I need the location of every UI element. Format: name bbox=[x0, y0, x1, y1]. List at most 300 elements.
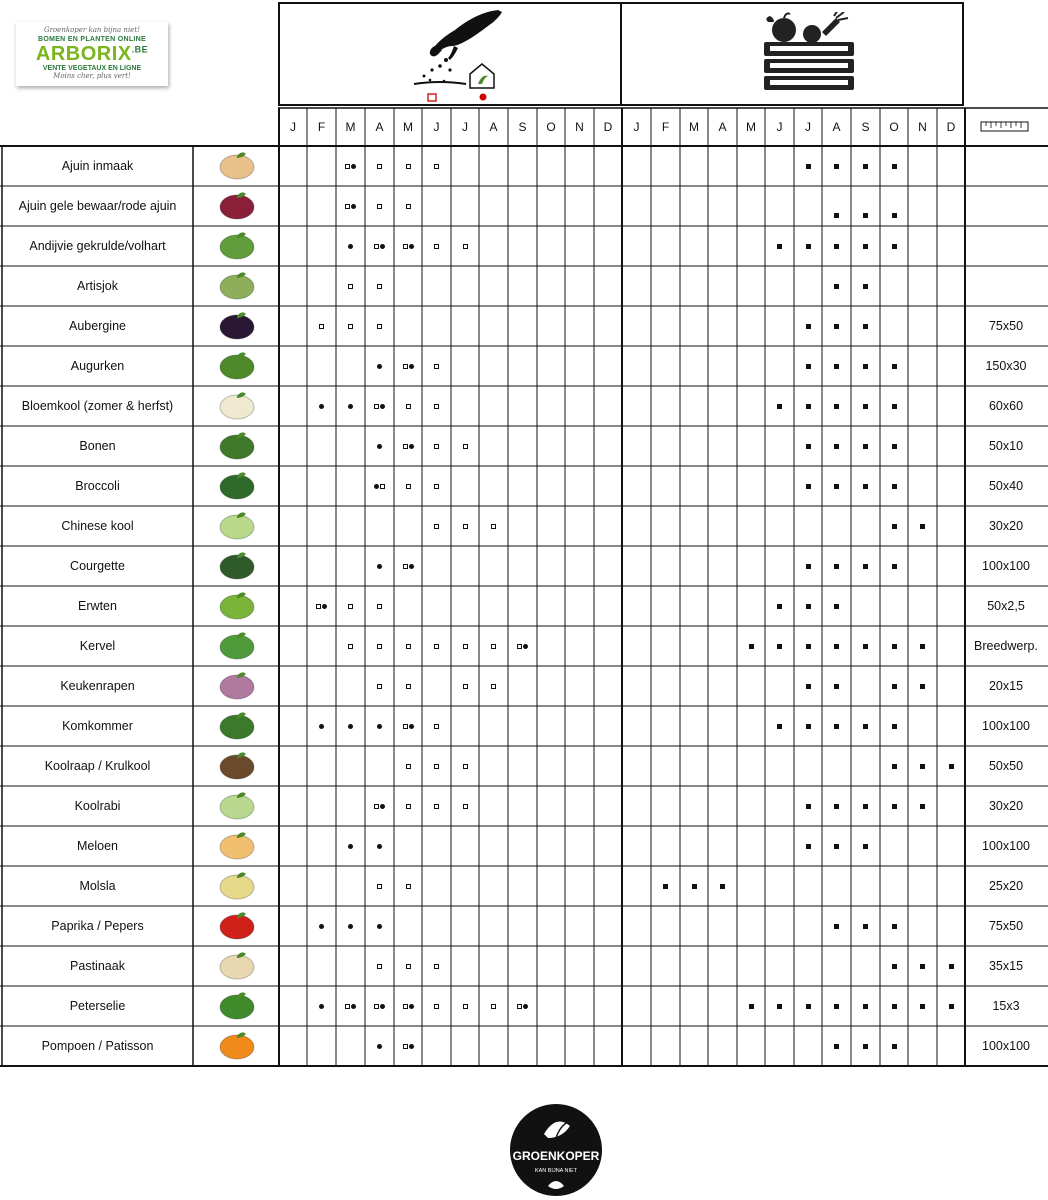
sow-outdoor-marker bbox=[377, 724, 382, 729]
harvest-square bbox=[863, 364, 868, 369]
harvest-marker bbox=[851, 226, 879, 266]
chervil-icon bbox=[212, 630, 262, 662]
sow-outdoor-marker bbox=[348, 924, 353, 929]
harvest-square bbox=[892, 804, 897, 809]
sow-indoor-marker bbox=[434, 364, 439, 369]
sow-marker bbox=[365, 906, 393, 946]
broccoli-icon bbox=[212, 470, 262, 502]
harvest-marker bbox=[794, 786, 822, 826]
sow-indoor-marker bbox=[406, 684, 411, 689]
ruler-icon bbox=[980, 120, 1030, 134]
harvest-marker bbox=[794, 306, 822, 346]
harvest-marker bbox=[880, 186, 908, 218]
sow-indoor-marker bbox=[348, 644, 353, 649]
harvest-marker bbox=[851, 826, 879, 866]
sow-indoor-marker bbox=[377, 964, 382, 969]
harvest-square bbox=[863, 644, 868, 649]
harvest-square bbox=[863, 724, 868, 729]
sow-indoor-marker bbox=[434, 724, 439, 729]
harvest-square bbox=[920, 764, 925, 769]
harvest-square bbox=[749, 1004, 754, 1009]
beans-icon bbox=[212, 430, 262, 462]
harvest-marker bbox=[880, 146, 908, 186]
sow-indoor-marker bbox=[434, 244, 439, 249]
harvest-marker bbox=[937, 746, 965, 786]
footer-logo-tagline: KAN BIJNA NIET bbox=[534, 1168, 578, 1174]
harvest-marker bbox=[822, 346, 850, 386]
sow-month-header: J bbox=[290, 120, 296, 134]
harvest-marker bbox=[822, 666, 850, 706]
spacing-value bbox=[964, 186, 1048, 226]
sow-marker bbox=[365, 946, 393, 986]
sow-marker bbox=[479, 666, 507, 706]
harvest-marker bbox=[880, 386, 908, 426]
sow-marker bbox=[394, 706, 422, 746]
harvest-square bbox=[806, 804, 811, 809]
harvest-square bbox=[863, 1004, 868, 1009]
cauliflower-icon bbox=[212, 390, 262, 422]
sow-indoor-marker bbox=[316, 604, 321, 609]
sow-marker bbox=[307, 306, 335, 346]
sow-indoor-marker bbox=[491, 1004, 496, 1009]
harvest-square bbox=[834, 404, 839, 409]
harvest-marker bbox=[794, 226, 822, 266]
sow-month-header: M bbox=[403, 120, 413, 134]
harvest-marker bbox=[937, 946, 965, 986]
sow-marker bbox=[336, 906, 364, 946]
sow-indoor-marker bbox=[463, 684, 468, 689]
kohlrabi-icon bbox=[212, 790, 262, 822]
sow-marker bbox=[336, 386, 364, 426]
spacing-value: 50x40 bbox=[988, 479, 1024, 493]
sow-month-header: S bbox=[518, 120, 527, 134]
sow-outdoor-marker bbox=[409, 724, 414, 729]
harvest-square bbox=[692, 884, 697, 889]
vegetable-name: Augurken bbox=[70, 359, 125, 373]
sow-outdoor-marker bbox=[409, 564, 414, 569]
harvest-square bbox=[949, 1004, 954, 1009]
vegetable-name: Komkommer bbox=[62, 719, 133, 733]
spacing-value: 50x10 bbox=[988, 439, 1024, 453]
sow-month-header: D bbox=[603, 120, 613, 134]
harvest-marker bbox=[880, 986, 908, 1026]
harvest-marker bbox=[822, 546, 850, 586]
harvest-marker bbox=[880, 626, 908, 666]
sow-marker bbox=[336, 626, 364, 666]
sow-marker bbox=[451, 986, 479, 1026]
vegetable-name: Andijvie gekrulde/volhart bbox=[29, 239, 166, 253]
sow-marker bbox=[394, 786, 422, 826]
harvest-marker bbox=[737, 986, 765, 1026]
harvest-marker bbox=[765, 626, 793, 666]
harvest-square bbox=[806, 1004, 811, 1009]
spacing-value: 50x2,5 bbox=[987, 599, 1025, 613]
sow-indoor-marker bbox=[374, 1004, 379, 1009]
sow-indoor-marker bbox=[377, 604, 382, 609]
sow-outdoor-marker bbox=[409, 444, 414, 449]
sow-outdoor-marker bbox=[319, 404, 324, 409]
sow-indoor-marker bbox=[374, 804, 379, 809]
harvest-square bbox=[749, 644, 754, 649]
sow-marker bbox=[365, 386, 393, 426]
harvest-marker bbox=[880, 1026, 908, 1066]
harvest-marker bbox=[937, 986, 965, 1026]
harvest-marker bbox=[880, 426, 908, 466]
chinese-cabbage-icon bbox=[212, 510, 262, 542]
sow-outdoor-marker bbox=[377, 1044, 382, 1049]
sow-marker bbox=[394, 986, 422, 1026]
sow-marker bbox=[451, 746, 479, 786]
sow-indoor-marker bbox=[348, 604, 353, 609]
sow-marker bbox=[479, 626, 507, 666]
vegetable-name: Keukenrapen bbox=[60, 679, 135, 693]
sow-indoor-marker bbox=[434, 804, 439, 809]
sow-indoor-marker bbox=[463, 444, 468, 449]
harvest-marker bbox=[794, 146, 822, 186]
sow-marker bbox=[365, 1026, 393, 1066]
harvest-marker bbox=[908, 626, 936, 666]
harvest-marker bbox=[794, 586, 822, 626]
sow-indoor-marker bbox=[406, 404, 411, 409]
sow-indoor-marker bbox=[377, 164, 382, 169]
spacing-value: 100x100 bbox=[982, 719, 1030, 733]
harvest-marker bbox=[794, 706, 822, 746]
harvest-square bbox=[806, 724, 811, 729]
harvest-square bbox=[806, 164, 811, 169]
harvest-square bbox=[949, 764, 954, 769]
sow-marker bbox=[422, 946, 450, 986]
vegetable-name: Koolraap / Krulkool bbox=[44, 759, 151, 773]
sow-marker bbox=[422, 506, 450, 546]
sow-outdoor-marker bbox=[351, 204, 356, 209]
pepper-icon bbox=[212, 910, 262, 942]
sow-indoor-marker bbox=[345, 1004, 350, 1009]
harvest-marker bbox=[822, 826, 850, 866]
harvest-marker bbox=[765, 706, 793, 746]
harvest-month-header: D bbox=[946, 120, 956, 134]
sow-marker bbox=[394, 226, 422, 266]
sow-marker bbox=[394, 386, 422, 426]
sow-marker bbox=[422, 786, 450, 826]
sow-marker bbox=[307, 906, 335, 946]
sow-marker bbox=[394, 426, 422, 466]
harvest-marker bbox=[822, 226, 850, 266]
harvest-marker bbox=[651, 866, 679, 906]
sow-marker bbox=[451, 626, 479, 666]
sow-marker bbox=[394, 146, 422, 186]
harvest-square bbox=[892, 684, 897, 689]
harvest-marker bbox=[737, 626, 765, 666]
harvest-month-header: A bbox=[718, 120, 727, 134]
sow-marker bbox=[422, 146, 450, 186]
sow-indoor-marker bbox=[463, 1004, 468, 1009]
sow-marker bbox=[508, 626, 536, 666]
sow-indoor-marker bbox=[517, 644, 522, 649]
sow-marker bbox=[365, 706, 393, 746]
harvest-square bbox=[892, 244, 897, 249]
sow-marker bbox=[394, 466, 422, 506]
harvest-marker bbox=[851, 626, 879, 666]
harvest-marker bbox=[880, 666, 908, 706]
sow-indoor-marker bbox=[463, 764, 468, 769]
sow-indoor-marker bbox=[517, 1004, 522, 1009]
sow-outdoor-marker bbox=[377, 364, 382, 369]
harvest-square bbox=[834, 924, 839, 929]
sow-indoor-marker bbox=[406, 644, 411, 649]
vegetable-name: Broccoli bbox=[75, 479, 120, 493]
sow-marker bbox=[365, 266, 393, 306]
logo-line-vente: VENTE VEGETAUX EN LIGNE bbox=[42, 65, 142, 72]
harvest-month-header: F bbox=[661, 120, 670, 134]
gherkin-icon bbox=[212, 350, 262, 382]
sow-marker bbox=[336, 826, 364, 866]
sow-marker bbox=[394, 666, 422, 706]
harvest-square bbox=[663, 884, 668, 889]
harvest-square bbox=[834, 604, 839, 609]
sow-marker bbox=[307, 706, 335, 746]
harvest-month-header: M bbox=[689, 120, 699, 134]
harvest-marker bbox=[822, 1026, 850, 1066]
harvest-marker bbox=[822, 466, 850, 506]
harvest-square bbox=[892, 444, 897, 449]
harvest-square bbox=[777, 1004, 782, 1009]
harvest-marker bbox=[765, 386, 793, 426]
harvest-marker bbox=[880, 466, 908, 506]
sow-outdoor-marker bbox=[380, 1004, 385, 1009]
harvest-square bbox=[920, 964, 925, 969]
spacing-value: 30x20 bbox=[988, 519, 1024, 533]
logo-brand: $ARBORIX^{.BE}$ bbox=[35, 43, 149, 65]
sow-outdoor-marker bbox=[319, 1004, 324, 1009]
vegetable-name: Koolrabi bbox=[74, 799, 121, 813]
harvest-marker bbox=[880, 226, 908, 266]
harvest-square bbox=[834, 324, 839, 329]
harvest-marker bbox=[851, 146, 879, 186]
sow-outdoor-marker bbox=[351, 164, 356, 169]
sow-marker bbox=[508, 986, 536, 1026]
harvest-square bbox=[777, 404, 782, 409]
sow-marker bbox=[365, 866, 393, 906]
sow-outdoor-marker bbox=[319, 724, 324, 729]
sow-outdoor-marker bbox=[523, 1004, 528, 1009]
harvest-square bbox=[892, 724, 897, 729]
sow-marker bbox=[365, 186, 393, 226]
harvest-square bbox=[777, 244, 782, 249]
sow-indoor-marker bbox=[434, 764, 439, 769]
harvest-square bbox=[806, 844, 811, 849]
harvest-marker bbox=[794, 386, 822, 426]
sow-marker bbox=[365, 626, 393, 666]
harvest-square bbox=[892, 1044, 897, 1049]
harvest-marker bbox=[851, 386, 879, 426]
harvest-square bbox=[806, 644, 811, 649]
harvest-marker bbox=[851, 546, 879, 586]
harvest-marker bbox=[708, 866, 736, 906]
sow-indoor-marker bbox=[406, 764, 411, 769]
sow-marker bbox=[422, 386, 450, 426]
sow-marker bbox=[451, 506, 479, 546]
harvest-marker bbox=[908, 746, 936, 786]
harvest-marker bbox=[880, 906, 908, 946]
harvest-square bbox=[863, 404, 868, 409]
sow-indoor-marker bbox=[403, 1004, 408, 1009]
harvest-square bbox=[892, 564, 897, 569]
sow-marker bbox=[365, 826, 393, 866]
sow-marker bbox=[422, 986, 450, 1026]
harvest-square bbox=[892, 764, 897, 769]
vegetable-name: Pastinaak bbox=[70, 959, 125, 973]
sow-indoor-marker bbox=[434, 1004, 439, 1009]
sow-indoor-marker bbox=[319, 324, 324, 329]
sow-outdoor-marker bbox=[380, 244, 385, 249]
spacing-value: 60x60 bbox=[988, 399, 1024, 413]
harvest-marker bbox=[765, 226, 793, 266]
harvest-marker bbox=[851, 306, 879, 346]
harvest-marker bbox=[794, 426, 822, 466]
harvest-square bbox=[834, 844, 839, 849]
harvest-square bbox=[892, 164, 897, 169]
sow-marker bbox=[365, 546, 393, 586]
sow-indoor-marker bbox=[377, 204, 382, 209]
sow-marker bbox=[394, 626, 422, 666]
sow-marker bbox=[365, 986, 393, 1026]
harvest-marker bbox=[822, 266, 850, 306]
sow-outdoor-marker bbox=[374, 484, 379, 489]
sow-indoor-marker bbox=[491, 684, 496, 689]
harvest-marker bbox=[880, 786, 908, 826]
harvest-square bbox=[863, 844, 868, 849]
harvest-marker bbox=[880, 706, 908, 746]
sow-marker bbox=[365, 786, 393, 826]
sow-outdoor-marker bbox=[351, 1004, 356, 1009]
cucumber-icon bbox=[212, 710, 262, 742]
harvest-marker bbox=[822, 146, 850, 186]
harvest-marker bbox=[851, 186, 879, 218]
sow-indoor-marker bbox=[374, 244, 379, 249]
sow-marker bbox=[479, 986, 507, 1026]
sow-indoor-marker bbox=[434, 964, 439, 969]
harvest-marker bbox=[880, 506, 908, 546]
harvest-square bbox=[777, 604, 782, 609]
harvest-marker bbox=[794, 626, 822, 666]
harvest-marker bbox=[822, 906, 850, 946]
sow-indoor-marker bbox=[406, 804, 411, 809]
harvest-marker bbox=[822, 786, 850, 826]
harvest-square bbox=[863, 324, 868, 329]
sow-indoor-marker bbox=[377, 644, 382, 649]
spacing-value: 30x20 bbox=[988, 799, 1024, 813]
harvest-marker bbox=[822, 986, 850, 1026]
sow-marker bbox=[394, 1026, 422, 1066]
spacing-value: 150x30 bbox=[985, 359, 1027, 373]
sow-marker bbox=[336, 706, 364, 746]
sow-indoor-marker bbox=[406, 884, 411, 889]
harvest-marker bbox=[851, 466, 879, 506]
sow-marker bbox=[479, 506, 507, 546]
harvest-month-header: J bbox=[805, 120, 811, 134]
harvest-marker bbox=[822, 186, 850, 218]
parsley-icon bbox=[212, 990, 262, 1022]
sow-month-header: J bbox=[462, 120, 468, 134]
sow-marker bbox=[451, 666, 479, 706]
harvest-square bbox=[834, 804, 839, 809]
sow-outdoor-marker bbox=[348, 404, 353, 409]
harvest-marker bbox=[880, 746, 908, 786]
sow-indoor-marker bbox=[434, 644, 439, 649]
harvest-square bbox=[834, 644, 839, 649]
sow-indoor-marker bbox=[403, 444, 408, 449]
sow-outdoor-marker bbox=[377, 844, 382, 849]
harvest-marker bbox=[765, 986, 793, 1026]
sow-indoor-marker bbox=[403, 1044, 408, 1049]
sow-indoor-marker bbox=[377, 324, 382, 329]
sow-outdoor-marker bbox=[348, 244, 353, 249]
harvest-marker bbox=[765, 586, 793, 626]
sow-outdoor-marker bbox=[322, 604, 327, 609]
sow-indoor-marker bbox=[463, 524, 468, 529]
turnip-icon bbox=[212, 670, 262, 702]
courgette-icon bbox=[212, 550, 262, 582]
sow-month-header: N bbox=[575, 120, 584, 134]
harvest-marker bbox=[851, 906, 879, 946]
sow-marker bbox=[394, 546, 422, 586]
harvest-marker bbox=[851, 786, 879, 826]
sow-indoor-marker bbox=[403, 724, 408, 729]
harvest-square bbox=[806, 484, 811, 489]
spacing-value: 100x100 bbox=[982, 839, 1030, 853]
sow-outdoor-marker bbox=[409, 244, 414, 249]
harvest-square bbox=[720, 884, 725, 889]
melon-icon bbox=[212, 830, 262, 862]
rutabaga-icon bbox=[212, 750, 262, 782]
harvest-month-header: J bbox=[776, 120, 783, 134]
sow-marker bbox=[336, 586, 364, 626]
sow-outdoor-marker bbox=[523, 644, 528, 649]
sow-marker bbox=[336, 146, 364, 186]
harvest-square bbox=[892, 404, 897, 409]
vegetable-name: Pompoen / Patisson bbox=[41, 1039, 154, 1053]
harvest-marker bbox=[908, 986, 936, 1026]
harvest-marker bbox=[794, 986, 822, 1026]
sow-marker bbox=[422, 466, 450, 506]
harvest-marker bbox=[908, 786, 936, 826]
sow-marker bbox=[336, 226, 364, 266]
vegetable-name: Meloen bbox=[77, 839, 118, 853]
sow-indoor-marker bbox=[406, 484, 411, 489]
harvest-square bbox=[806, 604, 811, 609]
harvest-marker bbox=[794, 826, 822, 866]
vegetable-name: Bonen bbox=[79, 439, 116, 453]
spacing-value: 100x100 bbox=[982, 559, 1030, 573]
harvest-square bbox=[920, 684, 925, 689]
artichoke-icon bbox=[212, 270, 262, 302]
sow-indoor-marker bbox=[463, 244, 468, 249]
sow-indoor-marker bbox=[406, 164, 411, 169]
groenkoper-logo[interactable] bbox=[504, 1100, 608, 1200]
harvest-marker bbox=[794, 346, 822, 386]
harvest-square bbox=[806, 444, 811, 449]
sow-indoor-marker bbox=[345, 164, 350, 169]
sow-indoor-marker bbox=[377, 884, 382, 889]
harvest-square bbox=[892, 1004, 897, 1009]
sow-outdoor-marker bbox=[380, 404, 385, 409]
sow-indoor-marker bbox=[491, 524, 496, 529]
harvest-square bbox=[920, 1004, 925, 1009]
pumpkin-icon bbox=[212, 1030, 262, 1062]
sow-indoor-marker bbox=[434, 484, 439, 489]
sow-indoor-marker bbox=[406, 964, 411, 969]
harvest-square bbox=[834, 164, 839, 169]
